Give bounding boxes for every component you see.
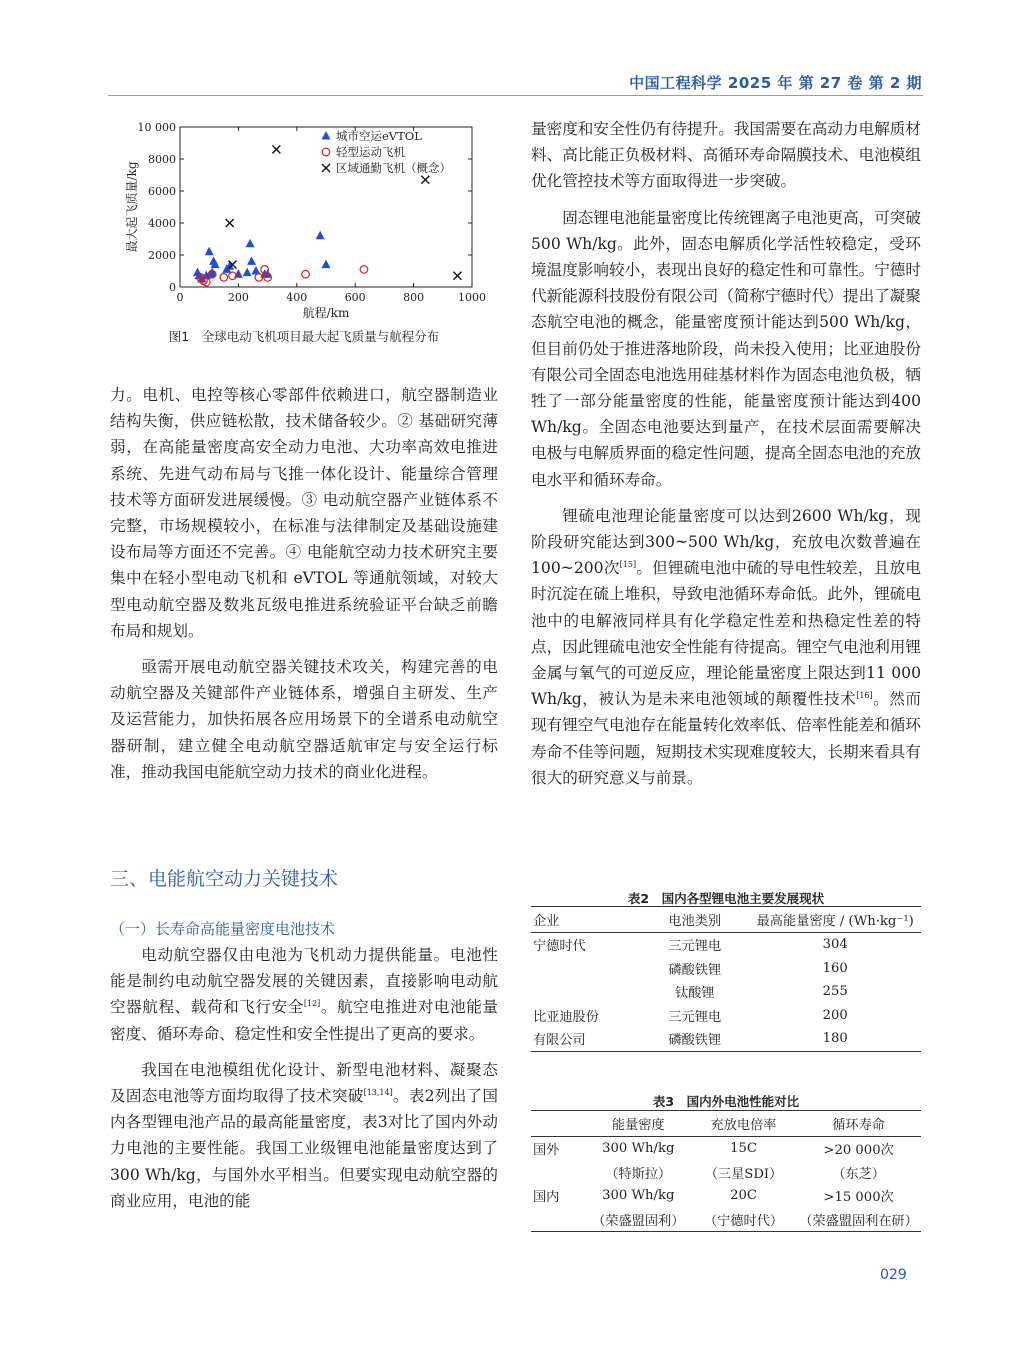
- table-row: [531, 1137, 921, 1161]
- data-point: [205, 247, 214, 256]
- table-header-row: [531, 907, 921, 933]
- table-cell: 比亚迪股份: [533, 1009, 599, 1025]
- table-3: [531, 1110, 921, 1232]
- y-axis-label: 最大起飞质量/kg: [125, 161, 139, 253]
- table-header-cell: [531, 1111, 586, 1137]
- data-point: [302, 270, 310, 278]
- legend-label: 城市空运eVTOL: [336, 129, 422, 143]
- table-cell: 255: [822, 984, 848, 1000]
- left-column-bottom: [110, 942, 498, 1214]
- paragraph: 量密度和安全性仍有待提升。我国需要在高动力电解质材料、高比能正负极材料、高循环寿命隔膜技术、电池模组优化管控技术等方面取得进一步突破。: [531, 120, 921, 191]
- data-point: [246, 239, 255, 248]
- table-header-row: [531, 1111, 921, 1137]
- table-row: [531, 1004, 921, 1028]
- table-row: [531, 980, 921, 1004]
- y-tick-label: 6000: [148, 185, 176, 198]
- data-point: [421, 176, 429, 184]
- x-tick-label: 600: [344, 291, 366, 304]
- table-header-cell: 企业: [531, 907, 640, 933]
- x-tick-label: 0: [176, 291, 184, 304]
- text: 。表2列出了国内各型锂电池产品的最高能量密度，表3对比了国内外动力电池的主要性能。我国工业级锂电池能量密度达到了300 Wh/kg，与国外水平相当。但要实现电动航空器的商业应用，电池的能: [110, 1087, 498, 1210]
- table-header-cell: 循环寿命: [796, 1111, 921, 1137]
- legend-marker: [322, 148, 330, 156]
- table-cell: （宁德时代）: [703, 1213, 784, 1229]
- paragraph: 固态锂电池能量密度比传统锂离子电池更高，可突破500 Wh/kg。此外，固态电解质化学活性较稳定，受环境温度影响较小，表现出良好的稳定性和可靠性。宁德时代新能源科技股份有限公司（简称宁德时代）提出了凝聚态航空电池的概念，能量密度预计能达到500 Wh/kg，但目前仍处于推进落地阶段，尚未投入使用；比亚迪股份有限公司全固态电池选用硅基材料作为固态电池负极，牺牲了一部分能量密度的性能，能量密度预计能达到400 Wh/kg。全固态电池要达到量产，在技术层面需要解决电极与电解质界面的稳定性问题，提高全固态电池的充放电水平和循环寿命。: [531, 208, 921, 489]
- x-tick-label: 1000: [458, 291, 486, 304]
- citation: [16]: [856, 691, 873, 701]
- paragraph: 亟需开展电动航空器关键技术攻关，构建完善的电动航空器及关键部件产业链体系，增强自主研发、生产及运营能力，加快拓展各应用场景下的全谱系电动航空器研制，建立健全电动航空器适航审定与安全运行标准，推动我国电能航空动力技术的商业化进程。: [110, 658, 498, 781]
- table-cell: 300 Wh/kg: [602, 1188, 675, 1204]
- table-cell: 三元锂电: [668, 939, 722, 955]
- legend-label: 轻型运动飞机: [336, 145, 405, 159]
- x-tick-label: 800: [403, 291, 425, 304]
- y-tick-label: 4000: [148, 217, 176, 230]
- table-cell: 三元锂电: [668, 1009, 722, 1025]
- table-cell: （三星SDI）: [704, 1166, 783, 1182]
- table-row: [531, 1208, 921, 1232]
- data-point: [360, 266, 368, 274]
- data-point: [247, 256, 256, 265]
- table-cell: 国内: [533, 1190, 560, 1206]
- table-2: [531, 906, 921, 1052]
- table-cell: 304: [822, 937, 848, 953]
- table-row: [531, 1027, 921, 1051]
- table-cell: 180: [822, 1031, 848, 1047]
- scatter-chart: [120, 115, 500, 325]
- table-cell: 宁德时代: [533, 939, 586, 955]
- text: 。然而现有锂空气电池存在能量转化效率低、倍率性能差和循环寿命不佳等问题，短期技术实现难度较大，长期来看具有很大的研究意义与前景。: [531, 690, 921, 787]
- table-row: [531, 1184, 921, 1208]
- table-cell: 磷酸铁锂: [668, 1033, 722, 1049]
- table-cell: 有限公司: [533, 1033, 586, 1049]
- paragraph: [110, 942, 498, 1047]
- right-column: [531, 116, 921, 791]
- y-tick-label: 2000: [148, 249, 176, 262]
- table-2-caption: 表2 国内各型锂电池主要发展现状: [627, 891, 825, 906]
- text: 锂硫电池理论能量密度可以达到2600 Wh/kg，现阶段研究能达到300~500 Wh/kg，充放电次数普遍在100~200次: [531, 506, 921, 578]
- data-point: [226, 219, 234, 227]
- table-cell: [531, 957, 640, 981]
- running-header: 中国工程科学 2025 年 第 27 卷 第 2 期: [629, 74, 922, 92]
- table-header-cell: 能量密度: [586, 1111, 691, 1137]
- table-cell: 300 Wh/kg: [602, 1141, 675, 1157]
- table-cell: >20 000次: [823, 1143, 894, 1159]
- header-rule: [108, 95, 923, 96]
- data-point: [220, 274, 228, 282]
- y-tick-label: 0: [169, 281, 176, 294]
- text: 。但锂硫电池中硫的导电性较差，且放电时沉淀在硫上堆积，导致电池循环寿命低。此外，锂硫电池中的电解液同样具有化学稳定性差和热稳定性差的特点，因此锂硫电池安全性能有待提高。锂空气电池利用锂金属与氧气的可逆反应，理论能量密度上限达到11 000 Wh/kg，被认为是未来电池领域的颠覆性技术: [531, 559, 921, 709]
- citation: [13,14]: [363, 1087, 393, 1097]
- table-cell: [531, 1208, 586, 1232]
- table-row: [531, 933, 921, 957]
- data-point: [322, 260, 331, 269]
- page-number: 029: [880, 1267, 907, 1283]
- y-tick-label: 10 000: [137, 121, 176, 134]
- data-point: [453, 272, 461, 280]
- data-point: [243, 268, 252, 277]
- figure-caption: 图1 全球电动飞机项目最大起飞质量与航程分布: [168, 329, 440, 344]
- table-cell: （特斯拉）: [605, 1166, 672, 1182]
- table-row: [531, 1161, 921, 1185]
- table-cell: [531, 1161, 586, 1185]
- table-header-cell: 最高能量密度 / (Wh·kg⁻¹): [749, 907, 921, 933]
- paragraph: [531, 503, 921, 791]
- x-tick-label: 400: [286, 291, 308, 304]
- x-axis-label: 航程/km: [302, 306, 350, 320]
- table-cell: 钛酸锂: [675, 986, 715, 1002]
- data-point: [272, 145, 280, 153]
- legend-marker: [322, 131, 331, 140]
- table-cell: 20C: [730, 1188, 757, 1204]
- paragraph: [110, 1057, 498, 1214]
- table-cell: 15C: [730, 1141, 757, 1157]
- table-cell: 国外: [533, 1143, 560, 1159]
- table-cell: [531, 980, 640, 1004]
- citation: [12]: [303, 999, 321, 1009]
- table-cell: >15 000次: [823, 1190, 894, 1206]
- table-cell: 磷酸铁锂: [668, 962, 722, 978]
- data-point: [316, 231, 325, 240]
- figure-1: [120, 115, 500, 355]
- table-cell: （荣盛盟固利）: [592, 1213, 685, 1229]
- legend-marker: [322, 164, 330, 172]
- y-tick-label: 8000: [148, 153, 176, 166]
- table-cell: 160: [822, 960, 848, 976]
- citation: [15]: [619, 560, 637, 570]
- left-column-top: [110, 382, 498, 785]
- section-title: 三、电能航空动力关键技术: [110, 868, 339, 890]
- text: 我国在电池模组优化设计、新型电池材料、凝聚态及固态电池等方面均取得了技术突破: [110, 1060, 498, 1106]
- table-row: [531, 957, 921, 981]
- table-cell: 200: [822, 1007, 848, 1023]
- text: 。航空电推进对电池能量密度、循环寿命、稳定性和安全性提出了更高的要求。: [110, 998, 498, 1043]
- table-cell: （东芝）: [832, 1166, 885, 1182]
- subsection-title: （一）长寿命高能量密度电池技术: [110, 920, 336, 938]
- table-3-caption: 表3 国内外电池性能对比: [652, 1094, 800, 1109]
- table-header-cell: 充放电倍率: [691, 1111, 796, 1137]
- x-tick-label: 200: [227, 291, 249, 304]
- paragraph: 力。电机、电控等核心零部件依赖进口，航空器制造业结构失衡，供应链松散，技术储备较少。② 基础研究薄弱，在高能量密度高安全动力电池、大功率高效电推进系统、先进气动布局与飞推一体化设计、能量综合管理技术等方面研发进展缓慢。③ 电动航空器产业链体系不完整，市场规模较小，在标准与法律制定及基础设施建设布局等方面还不完善。④ 电能航空动力技术研究主要集中在轻小型电动飞机和 eVTOL 等通航领域，对较大型电动航空器及数兆瓦级电推进系统验证平台缺乏前瞻布局和规划。: [110, 386, 498, 640]
- table-header-cell: 电池类别: [640, 907, 749, 933]
- legend-label: 区域通勤飞机（概念）: [336, 161, 451, 175]
- text: 电动航空器仅由电池为飞机动力提供能量。电池性能是制约电动航空器发展的关键因素，直接影响电动航空器航程、载荷和飞行安全: [110, 946, 498, 1017]
- table-cell: （荣盛盟固利在研）: [799, 1213, 918, 1229]
